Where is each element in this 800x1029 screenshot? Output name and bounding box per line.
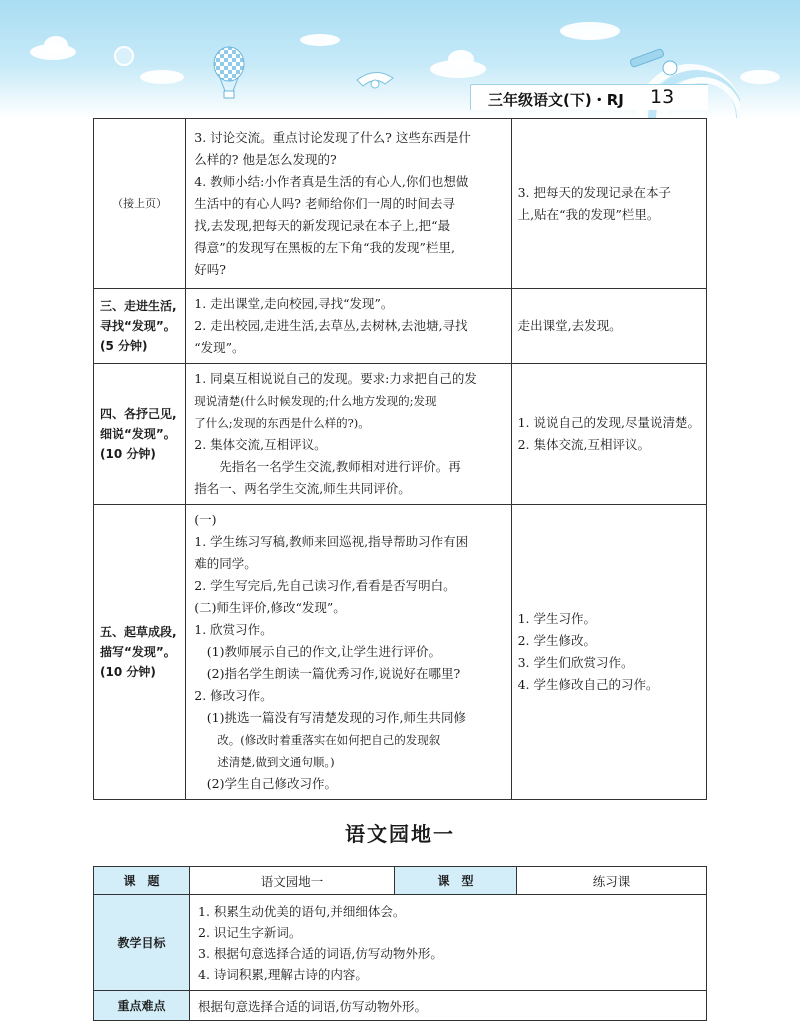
stage-duration: (5 分钟) — [100, 339, 148, 353]
text-line: 指名一、两名学生交流,师生共同评价。 — [194, 481, 411, 496]
text-line: 3. 学生们欣赏习作。 — [517, 655, 634, 670]
text-line: (2)指名学生朗读一篇优秀习作,说说好在哪里? — [194, 666, 461, 681]
text-line: 4. 教师小结:小作者真是生活的有心人,你们也想做 — [194, 173, 469, 189]
student-activity-cell — [511, 364, 706, 505]
text-line: 3. 讨论交流。重点讨论发现了什么? 这些东西是什 — [194, 129, 471, 145]
stage-label: 寻找“发现”。 — [100, 319, 176, 333]
cloud-decoration — [560, 22, 620, 40]
table-row — [94, 289, 707, 364]
stage-label: （接上页） — [112, 196, 168, 210]
text-line: 现说清楚(什么时候发现的;什么地方发现的;发现 — [194, 394, 437, 408]
stage-label: 描写“发现”。 — [100, 645, 176, 659]
student-activity-cell — [511, 505, 706, 800]
table-row — [94, 867, 707, 895]
key-points-value: 根据句意选择合适的词语,仿写动物外形。 — [190, 991, 707, 1021]
section-title: 语文园地一 — [345, 822, 455, 846]
text-line: 生活中的有心人吗? 老师给你们一周的时间去寻 — [194, 195, 455, 211]
text-line: (二)师生评价,修改“发现”。 — [194, 600, 346, 615]
text-line: 2. 修改习作。 — [194, 688, 273, 703]
type-label: 课 型 — [395, 867, 517, 895]
goal-item: 4. 诗词积累,理解古诗的内容。 — [198, 966, 368, 982]
text-line: 好吗? — [194, 261, 226, 277]
header-banner — [0, 0, 800, 118]
text-line: “发现”。 — [194, 340, 245, 355]
cloud-decoration — [140, 70, 184, 84]
text-line: 4. 学生修改自己的习作。 — [517, 677, 659, 692]
stage-cell — [94, 289, 186, 364]
text-line: (1)教师展示自己的作文,让学生进行评价。 — [194, 644, 441, 659]
hot-air-balloon-icon — [212, 46, 246, 102]
stage-label: 五、起草成段, — [100, 625, 177, 639]
text-line: 3. 把每天的发现记录在本子 — [517, 184, 672, 200]
text-line: (2)学生自己修改习作。 — [194, 776, 337, 791]
stage-cell — [94, 364, 186, 505]
text-line: 走出课堂,去发现。 — [517, 318, 622, 333]
table-row — [94, 505, 707, 800]
cloud-decoration — [44, 36, 68, 54]
text-line: 找,去发现,把每天的新发现记录在本子上,把“最 — [194, 217, 451, 233]
text-line: 2. 集体交流,互相评议。 — [517, 437, 650, 452]
stage-label: 细说“发现”。 — [100, 427, 176, 441]
student-activity-cell — [511, 289, 706, 364]
stage-label: 四、各抒己见, — [100, 407, 177, 421]
teacher-activity-cell — [186, 505, 511, 800]
stage-duration: (10 分钟) — [100, 665, 156, 679]
text-line: 1. 走出课堂,走向校园,寻找“发现”。 — [194, 296, 394, 311]
topic-label: 课 题 — [94, 867, 190, 895]
text-line: 2. 走出校园,走进生活,去草丛,去树林,去池塘,寻找 — [194, 318, 468, 333]
teacher-activity-cell — [186, 364, 511, 505]
cloud-decoration — [448, 50, 474, 68]
text-line: 2. 学生写完后,先自己读习作,看看是否写明白。 — [194, 578, 456, 593]
type-value: 练习课 — [517, 867, 707, 895]
text-line: 1. 学生习作。 — [517, 611, 597, 626]
table-row — [94, 895, 707, 991]
key-points-label: 重点难点 — [94, 991, 190, 1021]
text-line: 么样的? 他是怎么发现的? — [194, 151, 337, 167]
text-line: 1. 同桌互相说说自己的发现。要求:力求把自己的发 — [194, 371, 477, 386]
goals-cell — [190, 895, 707, 991]
cloud-decoration — [300, 34, 340, 46]
text-line: 1. 说说自己的发现,尽量说清楚。 — [517, 415, 700, 430]
text-line: 上,贴在“我的发现”栏里。 — [517, 206, 660, 222]
text-line: 1. 学生练习写稿,教师来回巡视,指导帮助习作有困 — [194, 534, 469, 549]
table-row — [94, 991, 707, 1021]
text-line: 2. 学生修改。 — [517, 633, 597, 648]
goal-item: 2. 识记生字新词。 — [198, 924, 302, 940]
kite-icon — [355, 66, 395, 96]
page-number: 13 — [650, 86, 675, 108]
text-line: (一) — [194, 512, 217, 527]
text-line: 述清楚,做到文通句顺。) — [194, 755, 335, 769]
goals-label: 教学目标 — [94, 895, 190, 991]
table-row — [94, 119, 707, 289]
sun-icon — [114, 46, 134, 66]
text-line: 改。(修改时着重落实在如何把自己的发现叙 — [194, 733, 441, 747]
lesson-process-table — [93, 118, 707, 800]
book-title: 三年级语文(下)・RJ — [488, 91, 624, 109]
stage-cell — [94, 119, 186, 289]
student-activity-cell — [511, 119, 706, 289]
teacher-activity-cell — [186, 119, 511, 289]
text-line: 了什么;发现的东西是什么样的?)。 — [194, 416, 370, 430]
lesson-info-table — [93, 866, 707, 1021]
text-line: 先指名一名学生交流,教师相对进行评价。再 — [194, 459, 461, 474]
teacher-activity-cell — [186, 289, 511, 364]
cloud-decoration — [740, 70, 780, 84]
text-line: 1. 欣赏习作。 — [194, 622, 273, 637]
text-line: 2. 集体交流,互相评议。 — [194, 437, 327, 452]
table-row — [94, 364, 707, 505]
text-line: 得意”的发现写在黑板的左下角“我的发现”栏里, — [194, 239, 455, 255]
goal-item: 3. 根据句意选择合适的词语,仿写动物外形。 — [198, 945, 443, 961]
stage-duration: (10 分钟) — [100, 447, 156, 461]
goal-item: 1. 积累生动优美的语句,并细细体会。 — [198, 903, 406, 919]
stage-label: 三、走进生活, — [100, 299, 177, 313]
stage-cell — [94, 505, 186, 800]
text-line: (1)挑选一篇没有写清楚发现的习作,师生共同修 — [194, 710, 466, 725]
topic-value: 语文园地一 — [190, 867, 395, 895]
text-line: 难的同学。 — [194, 556, 257, 571]
